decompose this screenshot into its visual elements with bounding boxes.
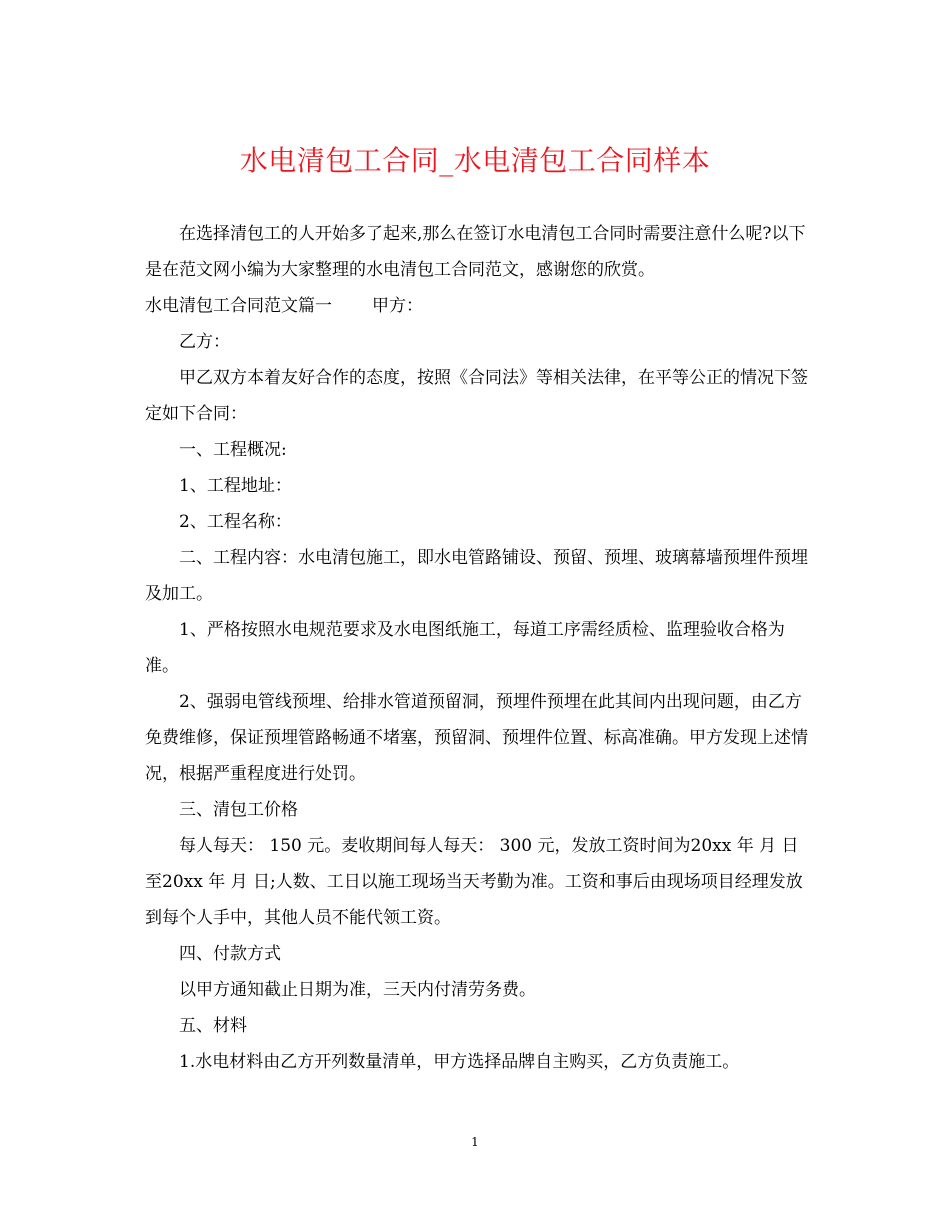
paragraph: 四、付款方式	[179, 944, 281, 964]
paragraph: 以甲方通知截止日期为准，三天内付清劳务费。	[179, 980, 536, 1000]
paragraph: 2、工程名称：	[179, 512, 292, 532]
paragraph: 1.水电材料由乙方开列数量清单，甲方选择品牌自主购买，乙方负责施工。	[179, 1052, 740, 1072]
section-heading: 水电清包工合同范文篇一	[145, 296, 332, 316]
document-title: 水电清包工合同_水电清包工合同样本	[239, 144, 711, 177]
party-a-label: 甲方：	[372, 296, 423, 316]
paragraph: 三、清包工价格	[179, 800, 298, 820]
page-number: 1	[471, 1135, 479, 1149]
section-heading-line	[145, 288, 815, 324]
paragraph: 甲乙双方本着友好合作的态度，按照《合同法》等相关法律，在平等公正的情况下签定如下合同：	[145, 368, 808, 424]
document-body	[145, 216, 815, 1080]
paragraph: 二、工程内容：水电清包施工，即水电管路铺设、预留、预埋、玻璃幕墙预埋件预埋及加工。	[145, 548, 808, 604]
paragraph: 1、工程地址：	[179, 476, 292, 496]
paragraph: 2、强弱电管线预埋、给排水管道预留洞，预埋件预埋在此其间内出现问题，由乙方免费维修，保证预埋管路畅通不堵塞，预留洞、预埋件位置、标高准确。甲方发现上述情况，根据严重程度进行处罚。	[145, 692, 808, 784]
party-b-label: 乙方：	[179, 332, 230, 352]
paragraph: 五、材料	[179, 1016, 247, 1036]
paragraph: 一、工程概况:	[179, 440, 287, 460]
intro-paragraph: 在选择清包工的人开始多了起来,那么在签订水电清包工合同时需要注意什么呢?以下是在范文网小编为大家整理的水电清包工合同范文，感谢您的欣赏。	[145, 224, 806, 280]
paragraph: 1、严格按照水电规范要求及水电图纸施工，每道工序需经质检、监理验收合格为准。	[145, 620, 785, 676]
paragraph: 每人每天： 150 元。麦收期间每人每天： 300 元，发放工资时间为20xx 年 月 日至20xx 年 月 日;人数、工日以施工现场当天考勤为准。工资和事后由现场项目经理发放到每个人手中，其他人员不能代领工资。	[145, 836, 803, 928]
